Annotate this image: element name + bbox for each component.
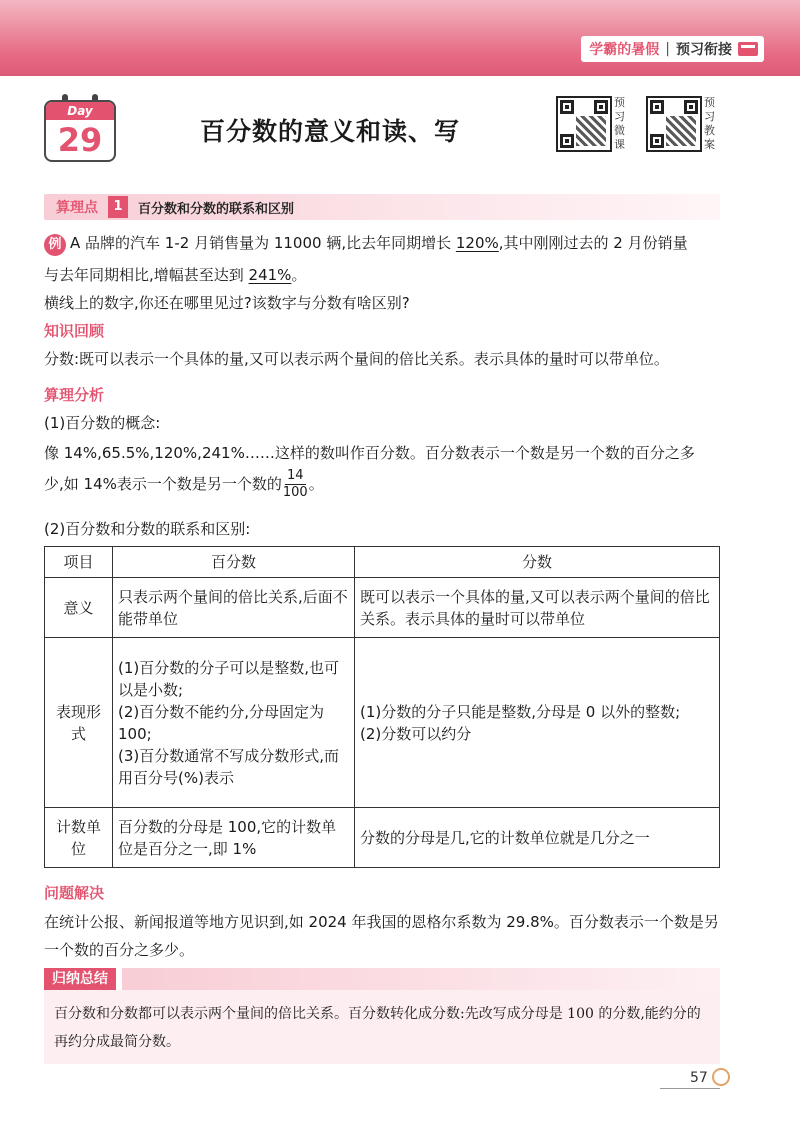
brand-separator: | [665, 41, 670, 57]
day-number: 29 [57, 121, 103, 159]
day-badge [44, 100, 116, 162]
brand-label [581, 36, 764, 62]
analysis-point-1: (1)百分数的概念: [44, 414, 161, 432]
percent-cell: 百分数的分母是 100,它的计数单位是百分之一,即 1% [113, 808, 355, 868]
table-row [45, 578, 720, 638]
row-label: 计数单位 [45, 808, 113, 868]
analysis-heading: 算理分析 [44, 386, 105, 404]
underlined-value: 120% [455, 234, 499, 252]
section-header [44, 194, 720, 220]
summary-tag: 归纳总结 [44, 968, 116, 990]
brand-left: 学霸的暑假 [589, 42, 660, 58]
knowledge-text: 分数:既可以表示一个具体的量,又可以表示两个量间的倍比关系。表示具体的量时可以带单位。 [44, 350, 669, 368]
example-badge: 例 [44, 234, 66, 256]
qr-code-icon[interactable] [556, 96, 612, 152]
table-header: 分数 [355, 547, 720, 578]
percent-cell: (1)百分数的分子可以是整数,也可以是小数; (2)百分数不能约分,分母固定为 100; (3)百分数通常不写成分数形式,而用百分号(%)表示 [113, 638, 355, 808]
table-row [45, 808, 720, 868]
analysis-point-2: (2)百分数和分数的联系和区别: [44, 520, 251, 538]
percent-cell: 只表示两个量间的倍比关系,后面不能带单位 [113, 578, 355, 638]
fraction-cell: 既可以表示一个具体的量,又可以表示两个量间的倍比关系。表示具体的量时可以带单位 [355, 578, 720, 638]
table-header: 项目 [45, 547, 113, 578]
qr-code-icon[interactable] [646, 96, 702, 152]
qr-label-micro-lesson: 预习微课 [614, 96, 625, 151]
fraction-cell: (1)分数的分子只能是整数,分母是 0 以外的整数; (2)分数可以约分 [355, 638, 720, 808]
example-line-1: 例 A 品牌的汽车 1-2 月销售量为 11000 辆,比去年同期增长 120%,其中刚刚过去的 2 月份销量 [44, 232, 734, 256]
sun-icon [712, 1068, 730, 1086]
analysis-definition: 像 14%,65.5%,120%,241%……这样的数叫作百分数。百分数表示一个数是另一个数的百分之多 [44, 444, 695, 462]
example-question: 横线上的数字,你还在哪里见过?该数字与分数有啥区别? [44, 294, 410, 312]
underlined-value: 241% [248, 266, 292, 284]
table-header: 百分数 [113, 547, 355, 578]
example-line-2: 与去年同期相比,增幅甚至达到 241%。 [44, 266, 307, 284]
qr-label-lesson-plan: 预习教案 [704, 96, 715, 151]
section-tag: 算理点 [56, 200, 98, 216]
comparison-table [44, 546, 720, 868]
fraction: $\frac{14}{100}$ [282, 468, 308, 500]
page-title: 百分数的意义和读、写 [200, 117, 461, 146]
section-title: 百分数和分数的联系和区别 [138, 201, 295, 217]
table-row [45, 638, 720, 808]
row-label: 表现形式 [45, 638, 113, 808]
table-header-row [45, 547, 720, 578]
section-number: 1 [108, 196, 128, 218]
summary-box [44, 968, 720, 1064]
book-icon [738, 42, 758, 56]
row-label: 意义 [45, 578, 113, 638]
summary-text: 百分数和分数都可以表示两个量间的倍比关系。百分数转化成分数:先改写成分母是 100 的分数,能约分的再约分成最简分数。 [44, 990, 720, 1064]
knowledge-heading: 知识回顾 [44, 322, 105, 340]
analysis-example: 少,如 14%表示一个数是另一个数的 $\frac{14}{100}$ 。 [44, 468, 324, 500]
fraction-cell: 分数的分母是几,它的计数单位就是几分之一 [355, 808, 720, 868]
solution-text: 在统计公报、新闻报道等地方见识到,如 2024 年我国的恩格尔系数为 29.8%。百分数表示一个数是另一个数的百分之多少。 [44, 913, 719, 959]
solution-heading: 问题解决 [44, 884, 105, 902]
page-number: 57 [690, 1070, 708, 1086]
brand-right: 预习衔接 [676, 42, 732, 58]
day-label: Day [46, 102, 114, 120]
